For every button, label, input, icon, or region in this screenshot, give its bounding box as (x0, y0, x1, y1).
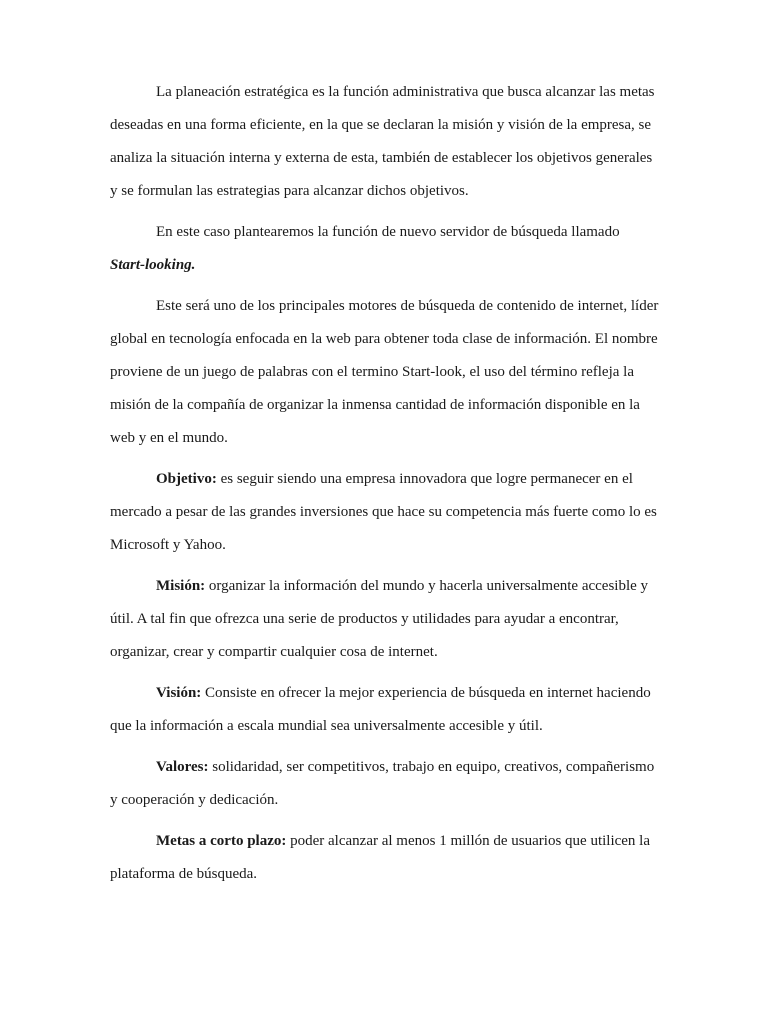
valores-label: Valores: (156, 759, 209, 775)
mision-text: organizar la información del mundo y hacerla universalmente accesible y útil. A tal fin que ofrezca una serie de productos y utilidades para ayudar a encontrar, organizar, crear y compartir cualquier cosa de internet. (110, 578, 649, 660)
metas-label: Metas a corto plazo: (156, 833, 287, 849)
document-body (110, 76, 660, 899)
paragraph-description-text: Este será uno de los principales motores de búsqueda de contenido de internet, líder global en tecnología enfocada en la web para obtener toda clase de información. El nombre proviene de un juego de palabras con el termino Start-look, el uso del término refleja la misión de la compañía de organizar la inmensa cantidad de información disponible en la web y en el mundo. (110, 298, 659, 446)
paragraph-mision (110, 570, 660, 669)
paragraph-metas (110, 825, 660, 891)
paragraph-description (110, 290, 660, 455)
paragraph-valores (110, 751, 660, 817)
objetivo-label: Objetivo: (156, 471, 217, 487)
vision-label: Visión: (156, 685, 202, 701)
paragraph-server-name (110, 216, 660, 282)
vision-text: Consiste en ofrecer la mejor experiencia de búsqueda en internet haciendo que la información a escala mundial sea universalmente accesible y útil. (110, 685, 651, 734)
paragraph-objetivo (110, 463, 660, 562)
server-name: Start-looking. (110, 257, 196, 273)
paragraph-intro-text: La planeación estratégica es la función administrativa que busca alcanzar las metas deseadas en una forma eficiente, en la que se declaran la misión y visión de la empresa, se analiza la situación interna y externa de esta, también de establecer los objetivos generales y se formulan las estrategias para alcanzar dichos objetivos. (110, 84, 655, 199)
objetivo-text: es seguir siendo una empresa innovadora que logre permanecer en el mercado a pesar de las grandes inversiones que hace su competencia más fuerte como lo es Microsoft y Yahoo. (110, 471, 657, 553)
paragraph-vision (110, 677, 660, 743)
mision-label: Misión: (156, 578, 206, 594)
valores-text: solidaridad, ser competitivos, trabajo en equipo, creativos, compañerismo y cooperación y dedicación. (110, 759, 655, 808)
metas-text: poder alcanzar al menos 1 millón de usuarios que utilicen la plataforma de búsqueda. (110, 833, 651, 882)
paragraph-server-text: En este caso plantearemos la función de nuevo servidor de búsqueda llamado (156, 224, 620, 240)
paragraph-intro (110, 76, 660, 208)
